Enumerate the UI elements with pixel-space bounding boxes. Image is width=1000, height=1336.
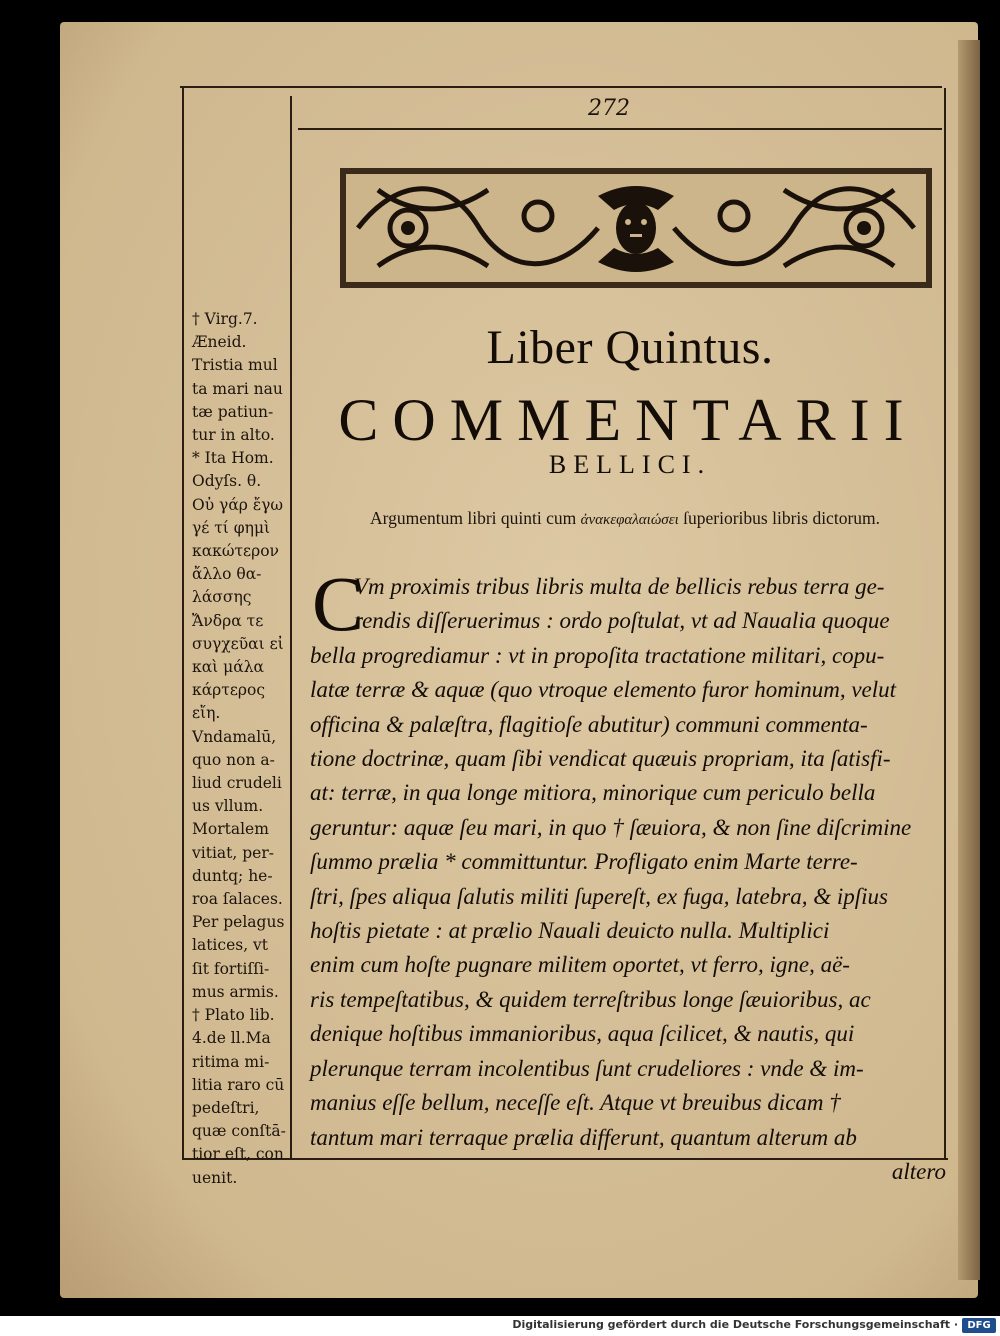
body-text-line: hoſtis pietate : at prælio Nauali deuicto nulla. Multiplici <box>310 918 830 944</box>
marginal-note-line: κάρτερος εἴη. <box>192 681 265 723</box>
body-text-line: ſummo prælia * committuntur. Profligato enim Marte terre- <box>310 849 858 875</box>
body-text-line: enim cum hoſte pugnare militem oportet, vt ferro, igne, aë- <box>310 952 850 978</box>
argument-summary <box>320 508 930 531</box>
marginal-note-line: Odyſs. θ. <box>192 472 262 491</box>
section-subtitle: BELLICI. <box>548 450 712 479</box>
body-text-line: manius eſſe bellum, neceſſe eſt. Atque vt breuibus dicam † <box>310 1090 841 1116</box>
marginal-note-line: litia raro cū <box>192 1075 285 1094</box>
body-text-line: ſtri, ſpes aliqua ſalutis militi ſupereſt, ex fuga, latebra, & ipſius <box>310 883 888 909</box>
marginal-note-line: γέ τί φημὶ <box>192 518 271 537</box>
argument-text-before: Argumentum libri quinti cum <box>369 508 581 528</box>
marginal-note-line: * Ita Hom. <box>192 449 274 468</box>
body-text-line: Vm proximis tribus libris multa de bellicis rebus terra ge- <box>354 574 885 599</box>
section-title: COMMENTARII <box>338 387 918 453</box>
dfg-logo: DFG <box>962 1318 996 1333</box>
marginal-note-line: tur in alto. <box>192 426 275 445</box>
marginal-note-line: vitiat, per- <box>192 843 274 862</box>
marginal-note-line: Vndamalū, <box>192 727 277 746</box>
marginal-note-line: ritima mi- <box>192 1052 270 1071</box>
marginal-note-line: uenit. <box>192 1168 238 1187</box>
body-text <box>310 560 946 1189</box>
body-text-line: bella progrediamur : vt in propoſita tractatione militari, copu- <box>310 642 885 668</box>
marginal-note-line: ta mari nau <box>192 379 283 398</box>
drop-cap: C <box>312 560 365 647</box>
body-text-line: plerunque terram incolentibus ſunt crudeliores : vnde & im- <box>310 1055 864 1081</box>
marginal-note-line: καὶ μάλα <box>192 658 264 677</box>
page-number: 272 <box>588 96 630 121</box>
header-rule <box>298 128 942 130</box>
body-text-line: denique hoſtibus immanioribus, aqua ſcilicet, & nautis, qui <box>310 1021 855 1047</box>
marginal-note-line: Ἄνδρα τε <box>192 611 264 630</box>
body-text-line: geruntur: aquæ ſeu mari, in quo † ſæuiora, & non ſine diſcrimine <box>310 814 912 840</box>
marginal-note-line: συγχεῦαι εἰ <box>192 634 284 653</box>
book-title: Liber Quintus. <box>486 321 774 374</box>
marginal-note-line: tæ patiun- <box>192 402 274 421</box>
marginal-note-line: Per pelagus <box>192 913 285 932</box>
argument-greek-word: ἀνακεφαλαιώσει <box>580 512 679 528</box>
footer-bar <box>0 1316 1000 1336</box>
body-text-line: latæ terræ & aquæ (quo vtroque elemento furor hominum, velut <box>310 677 897 703</box>
margin-left-rule <box>182 88 184 1158</box>
marginal-note-line: us vllum. <box>192 797 264 816</box>
marginal-note-line: roa ſalaces. <box>192 890 283 909</box>
marginal-note-line: mus armis. <box>192 982 279 1001</box>
marginal-note-line: λάσσης <box>192 588 252 607</box>
marginal-note-line: quo non a- <box>192 750 275 769</box>
body-text-line: rendis diſſeruerimus : ordo poſtulat, vt ad Naualia quoque <box>354 608 890 634</box>
argument-text-after: ſuperioribus libris dictorum. <box>678 508 881 528</box>
marginal-note-line: Οὐ γάρ ἔγω <box>192 495 284 514</box>
marginal-note-line: ἄλλο θα- <box>192 565 262 584</box>
top-rule <box>180 86 942 88</box>
body-text-line: ris tempeſtatibus, & quidem terreſtribus longe ſæuioribus, ac <box>310 986 871 1012</box>
decorative-ornament-banner <box>338 166 934 290</box>
page-edge <box>958 40 980 1280</box>
body-text-line: at: terræ, in qua longe mitiora, minorique cum periculo bella <box>310 780 876 806</box>
marginal-note-line: quæ conſtā- <box>192 1122 286 1141</box>
body-text-line: officina & palæſtra, flagitioſe abutitur) communi commenta- <box>310 711 868 737</box>
marginal-note-line: tior eſt, con <box>192 1145 284 1164</box>
marginal-note-line: Æneid. <box>192 333 247 352</box>
marginal-note <box>192 308 296 1190</box>
marginal-note-line: Mortalem <box>192 820 269 839</box>
marginal-note-line: ſit fortiſſi- <box>192 959 270 978</box>
marginal-note-line: liud crudeli <box>192 774 282 793</box>
footer-credit: Digitalisierung gefördert durch die Deutsche Forschungsgemeinschaft · <box>512 1318 958 1331</box>
marginal-note-line: pedeſtri, <box>192 1098 260 1117</box>
marginal-note-line: 4.de ll.Ma <box>192 1029 271 1048</box>
body-text-line: tantum mari terraque prælia differunt, quantum alterum ab <box>310 1124 857 1150</box>
marginal-note-line: κακώτερον <box>192 542 279 561</box>
marginal-note-line: duntq; he- <box>192 866 273 885</box>
body-text-line: altero <box>891 1158 946 1184</box>
marginal-note-line: † Plato lib. <box>192 1006 275 1025</box>
marginal-note-line: Tristia mul <box>192 356 278 375</box>
marginal-note-line: latices, vt <box>192 936 269 955</box>
body-text-line: tione doctrinæ, quam ſibi vendicat quæuis propriam, ita ſatisfi- <box>310 746 891 772</box>
marginal-note-line: † Virg.7. <box>192 310 258 328</box>
